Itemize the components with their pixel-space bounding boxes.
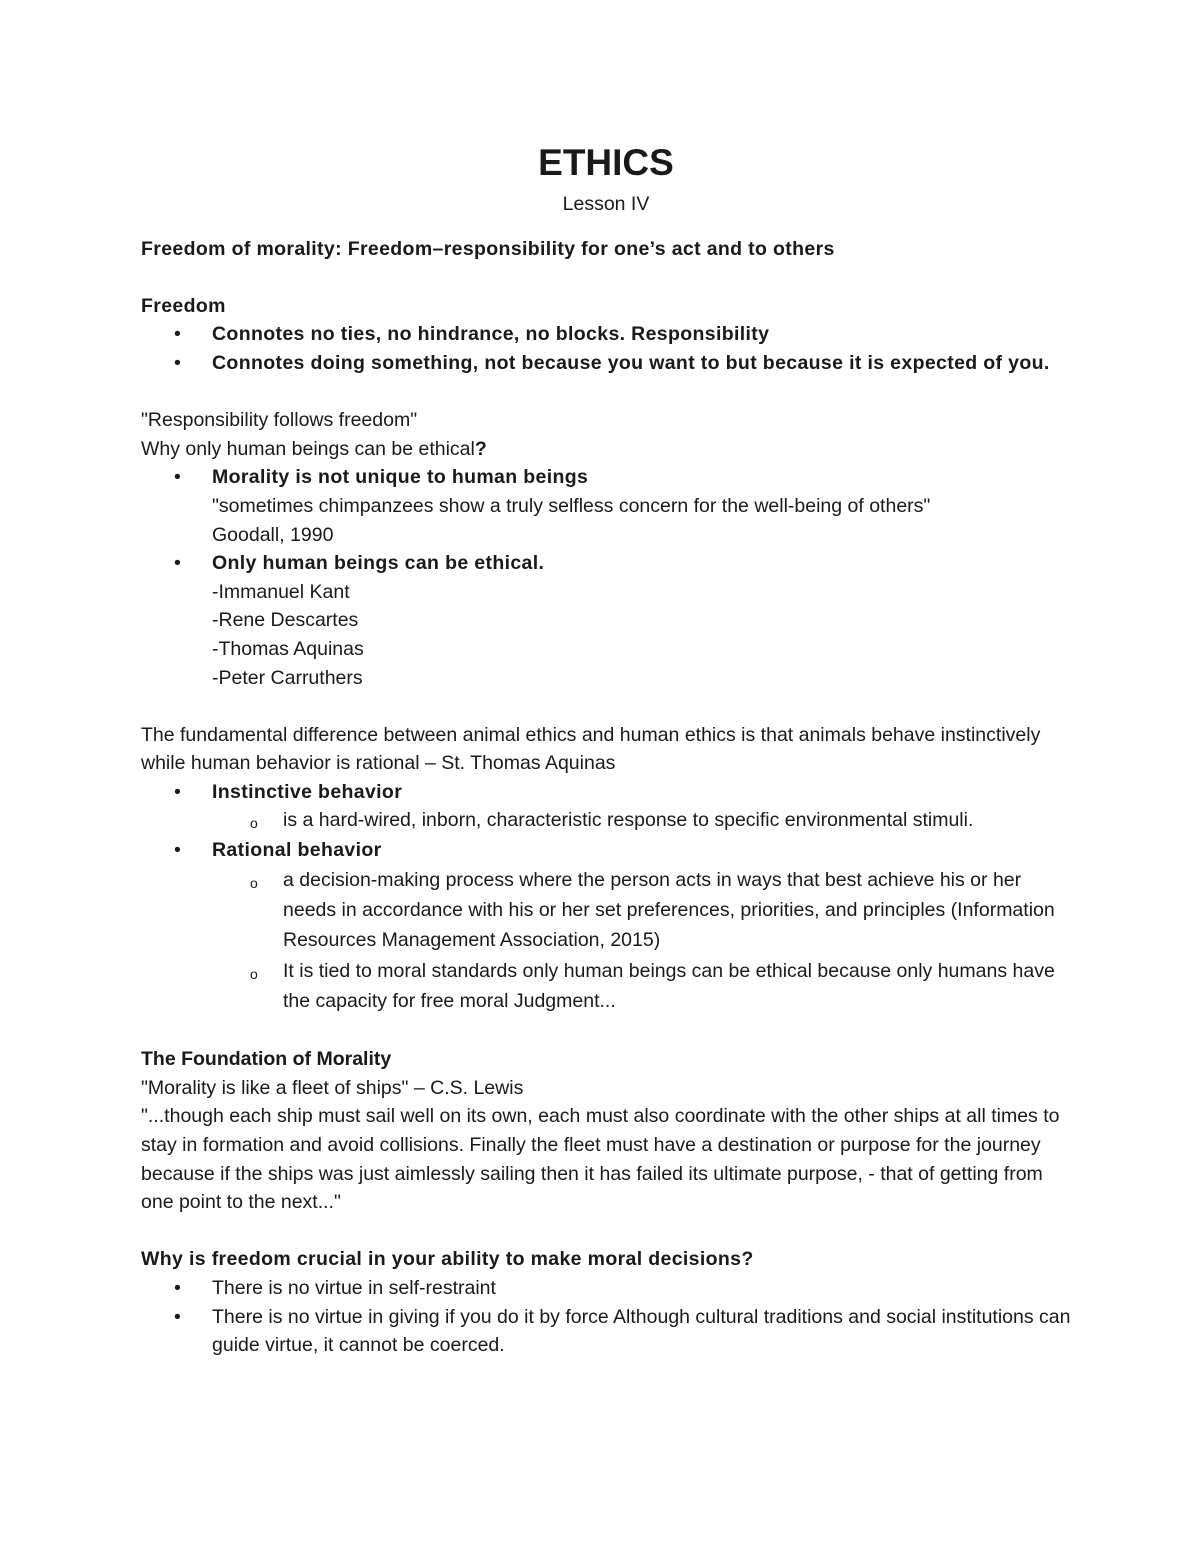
document-subtitle: Lesson IV xyxy=(562,193,650,215)
list-item xyxy=(141,463,1071,549)
difference-paragraph: The fundamental difference between animal ethics and human ethics is that animals behave instinctively while human behavior is rational – St. Thomas Aquinas xyxy=(141,723,1041,775)
section-heading-freedom-of-morality: Freedom of morality: Freedom–responsibility for one’s act and to others xyxy=(141,237,835,260)
lewis-quote: "Morality is like a fleet of ships" – C.S. Lewis xyxy=(141,1076,524,1099)
instinctive-sublist xyxy=(212,806,1071,835)
goodall-source: Goodall, 1990 xyxy=(212,523,334,546)
document-title: ETHICS xyxy=(538,142,674,183)
behavior-list xyxy=(141,778,1071,1016)
ethical-question-mark: ? xyxy=(474,437,487,460)
ethical-question xyxy=(141,435,1071,464)
philosopher-name: -Thomas Aquinas xyxy=(212,637,364,660)
section-heading-freedom: Freedom xyxy=(141,294,226,317)
ethical-question-text: Why only human beings can be ethical xyxy=(141,437,475,460)
list-item: • Connotes doing something, not because you want to but because it is expected of you. xyxy=(141,349,1071,378)
list-item: • There is no virtue in giving if you do it by force Although cultural traditions and social institutions can guide virtue, it cannot be coerced. xyxy=(141,1303,1071,1360)
list-item: • Connotes no ties, no hindrance, no blocks. Responsibility xyxy=(141,320,1071,349)
freedom-list xyxy=(141,320,1071,377)
bullet-title: • Only human beings can be ethical. xyxy=(212,552,545,575)
philosopher-name: -Rene Descartes xyxy=(212,609,359,632)
goodall-quote: "sometimes chimpanzees show a truly selfless concern for the well-being of others" xyxy=(212,494,931,517)
responsibility-quote: "Responsibility follows freedom" xyxy=(141,409,418,432)
philosopher-name: -Peter Carruthers xyxy=(212,666,363,689)
section-heading-crucial: Why is freedom crucial in your ability to make moral decisions? xyxy=(141,1248,754,1271)
fleet-paragraph: "...though each ship must sail well on its own, each must also coordinate with the other ships at all times to stay in formation and avoid collisions. Finally the fleet must have a destination or purpose for the journey because if the ships was just aimlessly sailing then it has failed its ultimate purpose, - that of getting from one point to the next..." xyxy=(141,1105,1060,1214)
bullet-title: • Morality is not unique to human beings xyxy=(212,466,589,489)
sub-list-item: o a decision-making process where the person acts in ways that best achieve his or her needs in accordance with his or her set preferences, priorities, and principles (Information Resources Management Association, 2015) xyxy=(212,865,1071,955)
sub-list-item: o It is tied to moral standards only human beings can be ethical because only humans have the capacity for free moral Judgment... xyxy=(212,956,1071,1016)
list-item xyxy=(141,778,1071,835)
list-item xyxy=(141,549,1071,692)
list-item: • There is no virtue in self-restraint xyxy=(141,1274,1071,1303)
crucial-list xyxy=(141,1274,1071,1360)
philosopher-name: -Immanuel Kant xyxy=(212,580,350,603)
section-heading-foundation: The Foundation of Morality xyxy=(141,1048,392,1071)
sub-list-item: o is a hard-wired, inborn, characteristic response to specific environmental stimuli. xyxy=(212,806,1071,835)
bullet-title: • Instinctive behavior xyxy=(212,780,403,803)
list-item xyxy=(141,836,1071,1016)
ethical-list xyxy=(141,463,1071,692)
rational-sublist xyxy=(212,865,1071,1016)
bullet-title: • Rational behavior xyxy=(212,839,382,862)
document-page xyxy=(141,140,1071,1360)
